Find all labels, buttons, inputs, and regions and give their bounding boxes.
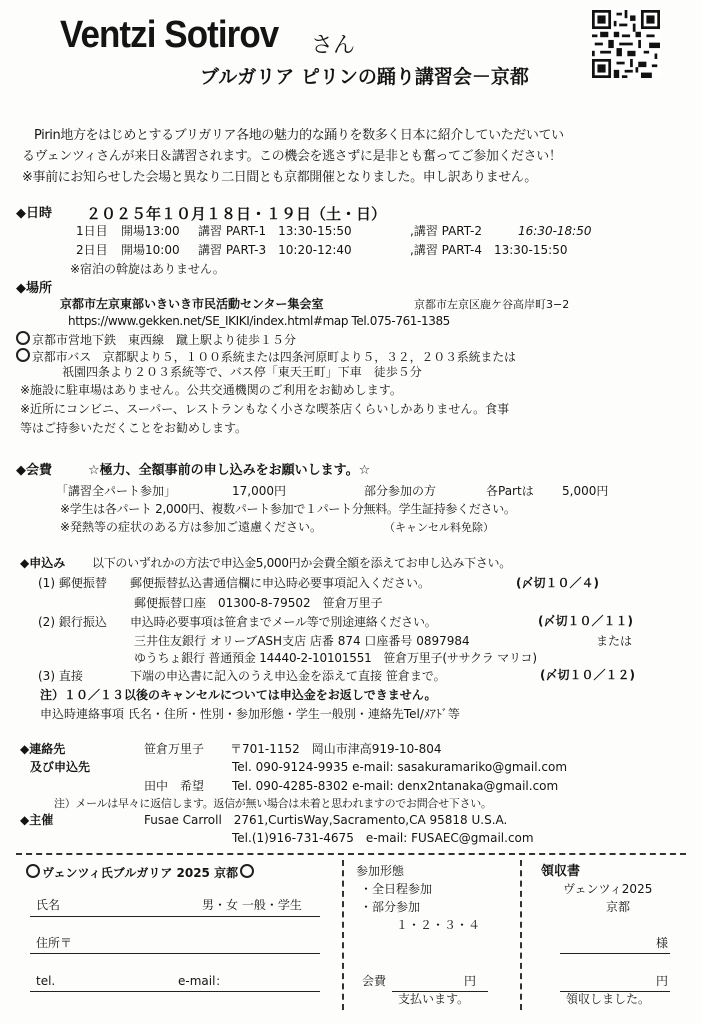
receipt-heading: 領収書 (541, 864, 581, 879)
receipt-event-2: 京都 (606, 900, 631, 914)
form-paid: 支払います。 (398, 992, 470, 1006)
form-address-field[interactable] (30, 953, 320, 954)
venue-parking: ※施設に駐車場はありません。公共交通機関のご利用をお勧めします。 (20, 383, 402, 397)
day1-open: 開場13:00 (121, 224, 180, 238)
contact-heading-2: 及び申込先 (30, 760, 91, 774)
contact-2-tel-email[interactable]: Tel. 090-4285-8302 e-mail: denx2ntanaka@gmail.com (232, 779, 559, 793)
venue-bus-line-2: 祇園四条より２０３系統等で、バス停「東天王町」下車 徒歩５分 (62, 365, 422, 379)
form-name-label: 氏名 (36, 898, 61, 912)
fee-request: ☆極力、全額事前の申し込みをお願いします。☆ (88, 463, 371, 478)
title-honorific: さん (311, 33, 356, 58)
venue-bus (16, 348, 516, 365)
form-parts[interactable]: １・２・３・４ (396, 918, 481, 932)
apply-method-2-or: または (596, 634, 633, 648)
fee-heading: ◆会費 (16, 463, 52, 478)
receipt-sama: 様 (656, 936, 669, 950)
apply-method-3-text: 下端の申込書に記入のうえ申込金を添えて直接 笹倉まで。 (130, 669, 446, 683)
venue-heading: ◆場所 (16, 281, 52, 296)
cut-line (16, 853, 686, 855)
venue-food-2: 等はご持参いただくことをお勧めします。 (20, 421, 248, 435)
receipt-event-1: ヴェンツィ2025 (563, 882, 653, 896)
venue-bus-text: 京都市バス 京都駅より５，１００系統または四条河原町より５，３２，２０３系統または (32, 350, 516, 364)
apply-method-2-deadline: (〆切１０／１１) (538, 614, 633, 628)
circle-bullet-icon (16, 331, 30, 345)
schedule-date: ２０２５年１０月１８日・１９日（土・日） (86, 205, 387, 223)
form-type-full[interactable]: ・全日程参加 (360, 882, 433, 896)
apply-method-1-account: 郵便振替口座 01300-8-79502 笹倉万里子 (134, 596, 383, 610)
circle-bullet-icon (26, 864, 40, 878)
organizer-tel-email[interactable]: Tel.(1)916-731-4675 e-mail: FUSAEC@gmail.com (232, 831, 534, 845)
venue-address: 京都市左京区鹿ケ谷高岸町3−2 (414, 298, 570, 311)
receipt-divider (520, 860, 522, 1010)
circle-bullet-icon (16, 348, 30, 362)
organizer-name-address: Fusae Carroll 2761,CurtisWay,Sacramento,CA 95818 U.S.A. (144, 813, 508, 827)
receipt-done: 領収しました。 (566, 992, 651, 1006)
receipt-yen: 円 (656, 974, 669, 988)
day2-label: 2日目 (76, 243, 108, 257)
circle-bullet-icon (240, 864, 254, 878)
form-name-field[interactable] (30, 916, 320, 917)
form-type-partial[interactable]: ・部分参加 (360, 900, 421, 914)
schedule-note: ※宿泊の斡旋はありません。 (70, 262, 225, 276)
apply-method-1-label: (1) 郵便振替 (38, 576, 107, 590)
fee-partial-each: 各Partは (486, 484, 534, 498)
form-contact-field[interactable] (30, 991, 320, 992)
apply-method-3-deadline: (〆切１０／１２) (540, 668, 635, 682)
form-fee-label: 会費 (362, 974, 387, 988)
receipt-name-field[interactable] (560, 953, 670, 954)
apply-method-2-bank-2: ゆうちょ銀行 普通預金 14440-2-10101551 笹倉万里子(ササクラ マリコ) (134, 651, 537, 665)
form-email-label: e-mail： (178, 974, 228, 988)
intro-line-2: るヴェンツィさんが来日＆講習されます。この機会を逃さずに是非とも奮ってご参加ください！ (22, 149, 562, 164)
venue-food-1: ※近所にコンビニ、スーパー、レストランもなく小さな喫茶店くらいしかありません。食事 (20, 402, 510, 416)
day1-part1: 講習 PART-1 13:30-15:50 (198, 224, 352, 238)
apply-cancel-note: 注）１０／１３以後のキャンセルについては申込金をお返しできません。 (40, 688, 437, 702)
form-gender-type[interactable]: 男・女 一般・学生 (202, 898, 302, 912)
venue-subway-text: 京都市営地下鉄 東西線 蹴上駅より徒歩１５分 (32, 333, 297, 347)
form-type-heading: 参加形態 (356, 864, 405, 878)
fee-full-label: 「講習全パート参加」 (56, 484, 177, 498)
contact-1-postal: 〒701-1152 岡山市津高919-10-804 (230, 742, 442, 756)
apply-method-2-text: 申込時必要事項は笹倉までメール等で別途連絡ください。 (130, 615, 437, 629)
intro-line-1: Pirin地方をはじめとするブリガリア各地の魅力的な踊りを数多く日本に紹介していただいてい (34, 128, 564, 143)
contact-1-tel-email[interactable]: Tel. 090-9124-9935 e-mail: sasakuramariko@gmail.com (232, 760, 568, 774)
day2-part3: 講習 PART-3 10:20-12:40 (198, 243, 352, 257)
venue-subway (16, 331, 296, 348)
apply-method-2-label: (2) 銀行振込 (38, 615, 107, 629)
form-title (26, 864, 256, 881)
apply-intro: 以下のいずれかの方法で申込金5,000円か会費全額を添えてお申し込み下さい。 (92, 556, 511, 570)
schedule-heading: ◆日時 (16, 206, 52, 221)
apply-method-2-bank-1: 三井住友銀行 オリーブASH支店 店番 874 口座番号 0897984 (134, 634, 470, 648)
venue-name: 京都市左京東部いきいき市民活動センター集会室 (60, 297, 324, 311)
intro-line-3: ※事前にお知らせした会場と異なり二日間とも京都開催となりました。申し訳ありません。 (22, 170, 537, 185)
contact-note: 注）メールは早々に返信します。返信が無い場合は未着と思われますのでお問合せ下さい。 (54, 797, 492, 810)
venue-url[interactable]: https://www.gekken.net/SE_IKIKI/index.html#map Tel.075-761-1385 (68, 314, 450, 328)
day1-part2-time: 16:30-18:50 (518, 224, 592, 238)
contact-2-name: 田中 希望 (144, 779, 205, 793)
day2-part4: ,講習 PART-4 13:30-15:50 (410, 243, 568, 257)
day1-label: 1日目 (76, 224, 108, 238)
apply-method-3-label: (3) 直接 (38, 669, 83, 683)
apply-required-fields: 申込時連絡事項 氏名・住所・性別・参加形態・学生一般別・連絡先Tel/ﾒｱﾄﾞ等 (40, 707, 460, 721)
day2-open: 開場10:00 (121, 243, 180, 257)
fee-partial-price: 5,000円 (562, 484, 609, 498)
form-divider (342, 860, 344, 1010)
title-name: Ventzi Sotirov (60, 14, 279, 56)
fee-partial-label: 部分参加の方 (364, 484, 437, 498)
form-title-text: ヴェンツィ氏ブルガリア 2025 京都 (42, 866, 239, 880)
form-address-label: 住所〒 (36, 936, 73, 950)
fee-full-price: 17,000円 (232, 484, 286, 498)
page-subtitle: ブルガリア ピリンの踊り講習会－京都 (200, 66, 529, 88)
day1-part2-label: ,講習 PART-2 (410, 224, 482, 238)
organizer-heading: ◆主催 (20, 813, 54, 827)
fee-student: ※学生は各パート 2,000円、複数パート参加で１パート分無料。学生証持参ください。 (60, 502, 516, 516)
fee-fever: ※発熱等の症状のある方は参加ご遠慮ください。 (60, 520, 323, 534)
qr-code-image[interactable] (592, 10, 660, 78)
fee-cancel-free: （キャンセル料免除） (384, 521, 494, 534)
contact-1-name: 笹倉万里子 (144, 742, 205, 756)
apply-method-1-text: 郵便振替払込書通信欄に申込時必要事項記入ください。 (130, 576, 431, 590)
apply-method-1-deadline: (〆切１０／４) (516, 576, 599, 590)
form-tel-label: tel. (36, 974, 56, 988)
apply-heading: ◆申込み (20, 556, 66, 570)
form-fee-yen: 円 (464, 974, 477, 988)
contact-heading: ◆連絡先 (20, 742, 66, 756)
